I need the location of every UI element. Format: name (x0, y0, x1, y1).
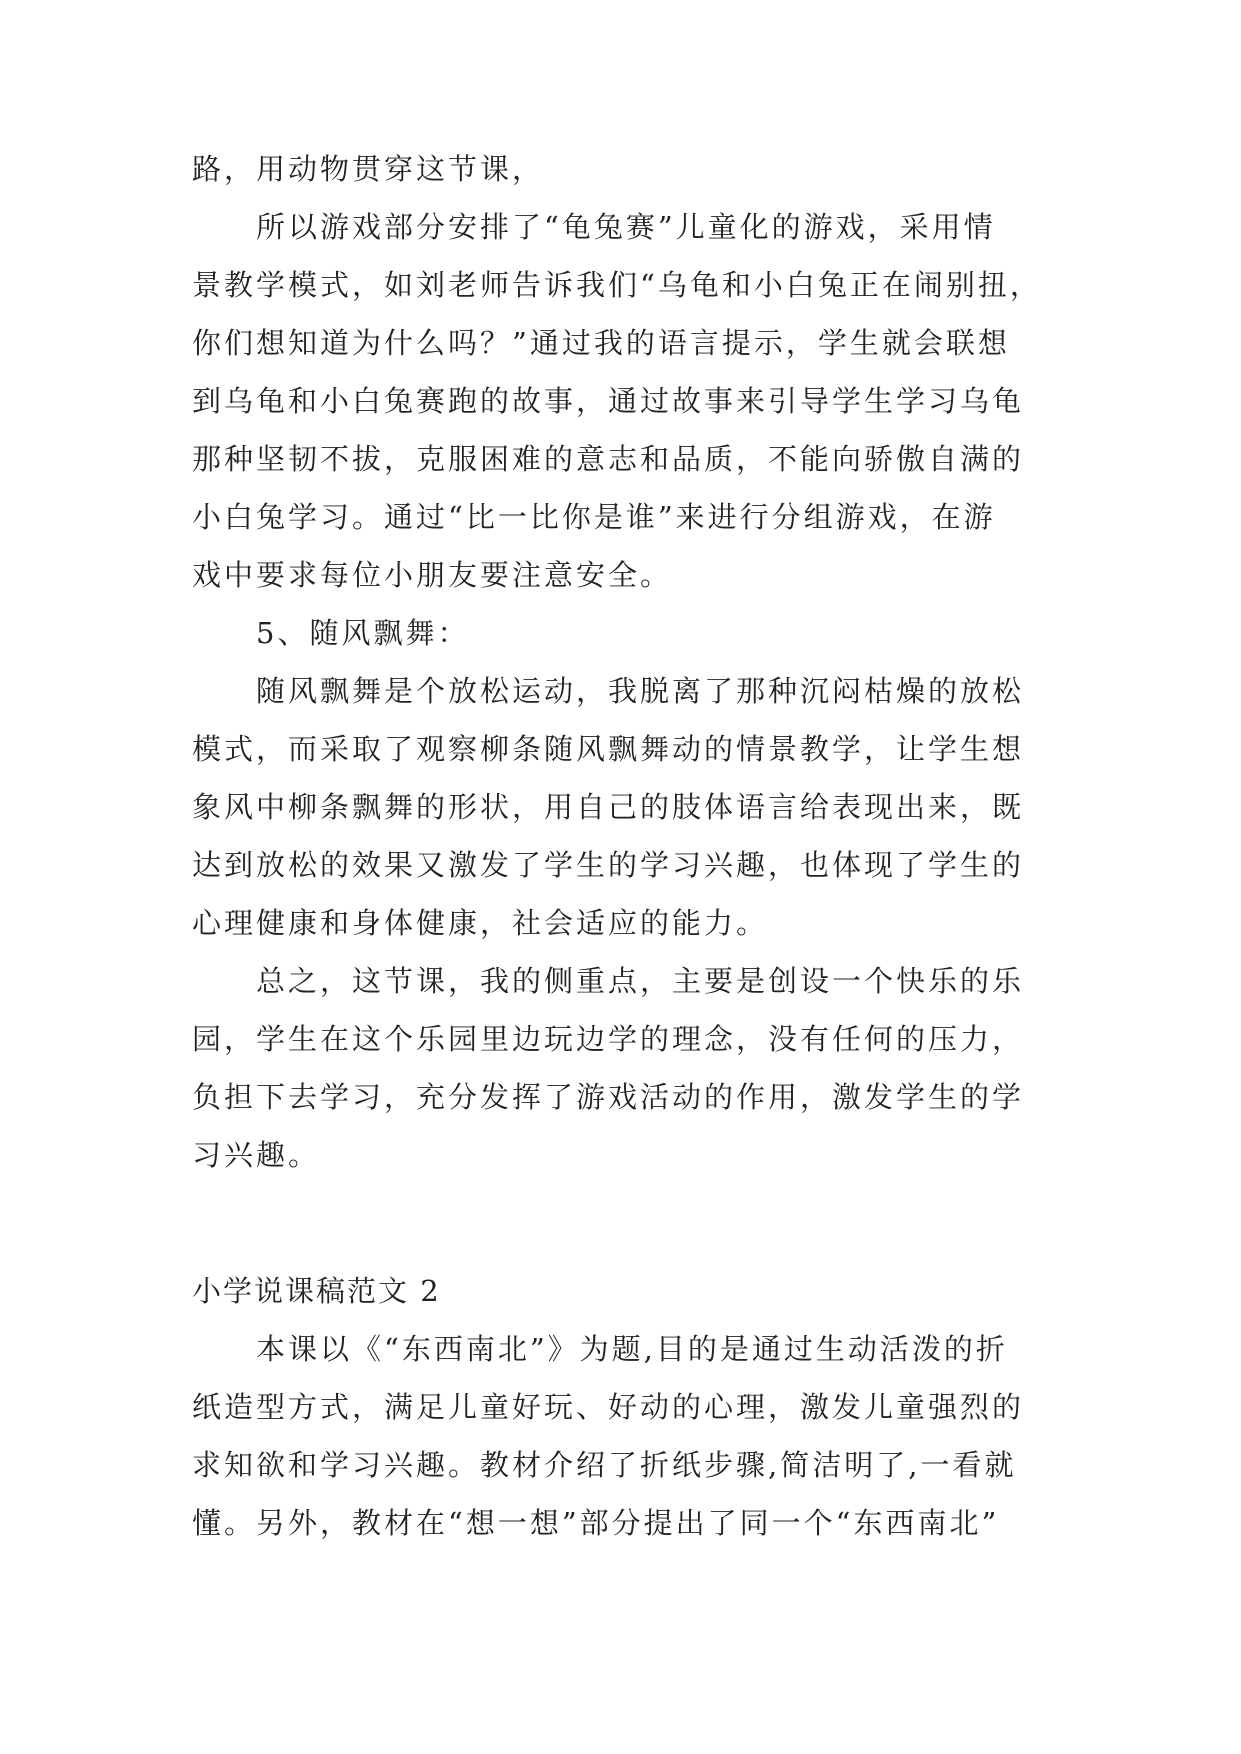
text-line: 懂。另外，教材在“想一想”部分提出了同一个“东西南北” (192, 1506, 1000, 1540)
text-line: 求知欲和学习兴趣。教材介绍了折纸步骤,简洁明了,一看就 (192, 1448, 1017, 1482)
text-line: 习兴趣。 (192, 1138, 321, 1172)
text-line: 戏中要求每位小朋友要注意安全。 (192, 558, 673, 592)
text-line: 小白兔学习。通过“比一比你是谁”来进行分组游戏，在游 (192, 500, 996, 534)
text-line: 心理健康和身体健康，社会适应的能力。 (192, 906, 769, 940)
text-line: 象风中柳条飘舞的形状，用自己的肢体语言给表现出来，既 (192, 790, 1025, 824)
text-line: 纸造型方式，满足儿童好玩、好动的心理，激发儿童强烈的 (192, 1390, 1025, 1424)
text-line: 负担下去学习，充分发挥了游戏活动的作用，激发学生的学 (192, 1080, 1025, 1114)
text-line: 景教学模式，如刘老师告诉我们“乌龟和小白兔正在闹别扭， (192, 268, 1042, 302)
body-text-section-1 (192, 140, 1072, 1184)
text-line: 达到放松的效果又激发了学生的学习兴趣，也体现了学生的 (192, 848, 1025, 882)
text-line: 本课以《“东西南北”》为题,目的是通过生动活泼的折 (256, 1332, 1008, 1366)
text-line: 所以游戏部分安排了“龟兔赛”儿童化的游戏，采用情 (256, 210, 996, 244)
text-line: 路，用动物贯穿这节课， (192, 152, 545, 186)
text-line: 到乌龟和小白兔赛跑的故事，通过故事来引导学生学习乌龟 (192, 384, 1025, 418)
text-line: 总之，这节课，我的侧重点，主要是创设一个快乐的乐 (256, 964, 1025, 998)
section-heading: 小学说课稿范文 2 (192, 1274, 441, 1308)
text-line: 园，学生在这个乐园里边玩边学的理念，没有任何的压力， (192, 1022, 1025, 1056)
subheading-line: 5、随风飘舞： (256, 616, 470, 650)
text-line: 随风飘舞是个放松运动，我脱离了那种沉闷枯燥的放松 (256, 674, 1025, 708)
text-line: 你们想知道为什么吗？”通过我的语言提示，学生就会联想 (192, 326, 1010, 360)
body-text-section-2 (192, 1320, 1072, 1552)
text-line: 那种坚韧不拔，克服困难的意志和品质，不能向骄傲自满的 (192, 442, 1025, 476)
text-line: 模式，而采取了观察柳条随风飘舞动的情景教学，让学生想 (192, 732, 1025, 766)
